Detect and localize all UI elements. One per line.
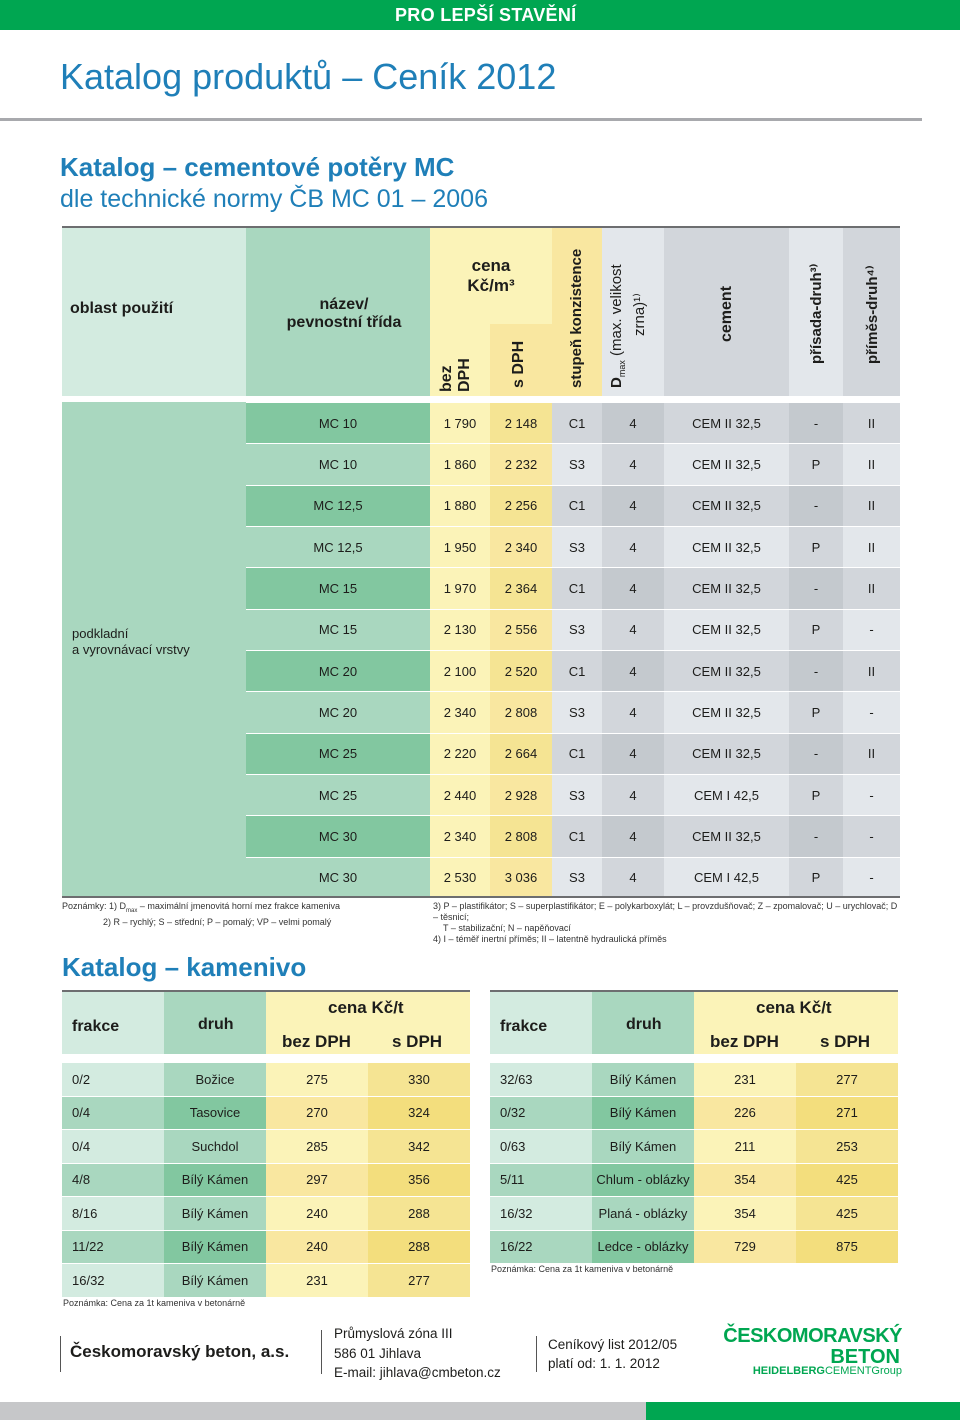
- cell-primes: -: [843, 858, 900, 898]
- cell-prisada: P: [789, 692, 843, 732]
- cell-frakce: 16/32: [62, 1264, 164, 1297]
- header-cena: cena Kč/t: [756, 998, 832, 1017]
- cell-stupen: S3: [552, 858, 602, 898]
- cell-s: 875: [796, 1231, 898, 1264]
- cell-dmax: 4: [602, 610, 664, 650]
- cell-stupen: C1: [552, 651, 602, 691]
- cell-bez: 354: [694, 1164, 796, 1197]
- cell-s: 2 364: [490, 568, 552, 608]
- kamenivo-note-left: Poznámka: Cena za 1t kameniva v betonárně: [63, 1298, 246, 1308]
- bottom-bar: [0, 1402, 960, 1420]
- cell-stupen: C1: [552, 734, 602, 774]
- table-row: [246, 650, 900, 691]
- company-logo: ČESKOMORAVSKÝ BETON HEIDELBERGCEMENTGroup: [723, 1325, 902, 1377]
- header-prisada: přísada-druh³⁾: [789, 228, 843, 396]
- cell-nazev: MC 25: [246, 775, 430, 815]
- table-row: [246, 857, 900, 898]
- header-s: s DPH: [820, 1032, 871, 1051]
- cell-dmax: 4: [602, 486, 664, 526]
- cell-nazev: MC 20: [246, 651, 430, 691]
- header-bez: bez DPH: [710, 1032, 779, 1051]
- table-row: [62, 1129, 470, 1163]
- table-row: [490, 1062, 898, 1096]
- slogan: PRO LEPŠÍ STAVĚNÍ: [395, 5, 577, 25]
- cell-primes: II: [843, 568, 900, 608]
- cell-cement: CEM II 32,5: [664, 610, 789, 650]
- cell-primes: -: [843, 816, 900, 856]
- cell-frakce: 4/8: [62, 1164, 164, 1197]
- table-row: [246, 733, 900, 774]
- cell-prisada: P: [789, 610, 843, 650]
- cell-primes: II: [843, 444, 900, 484]
- cell-bez: 275: [266, 1063, 368, 1096]
- cell-prisada: -: [789, 403, 843, 443]
- cell-cement: CEM II 32,5: [664, 816, 789, 856]
- table-row: [62, 1263, 470, 1297]
- cell-s: 2 148: [490, 403, 552, 443]
- table-row: [246, 815, 900, 856]
- cell-bez: 226: [694, 1097, 796, 1130]
- cell-s: 425: [796, 1164, 898, 1197]
- table-row: [246, 485, 900, 526]
- cell-s: 330: [368, 1063, 470, 1096]
- cell-druh: Bílý Kámen: [592, 1130, 694, 1163]
- cell-prisada: P: [789, 858, 843, 898]
- cell-bez: 2 440: [430, 775, 490, 815]
- cell-frakce: 32/63: [490, 1063, 592, 1096]
- cell-primes: II: [843, 403, 900, 443]
- cell-prisada: -: [789, 568, 843, 608]
- cell-frakce: 0/32: [490, 1097, 592, 1130]
- cell-druh: Bílý Kámen: [164, 1264, 266, 1297]
- cell-primes: II: [843, 527, 900, 567]
- table-row: [490, 1230, 898, 1264]
- footer-divider: [536, 1336, 537, 1372]
- table-row: [246, 609, 900, 650]
- cell-dmax: 4: [602, 816, 664, 856]
- cell-bez: 285: [266, 1130, 368, 1163]
- cell-stupen: C1: [552, 486, 602, 526]
- header-nazev: název/ pevnostní třída: [246, 228, 430, 396]
- cell-s: 277: [368, 1264, 470, 1297]
- cell-bez: 1 970: [430, 568, 490, 608]
- cell-druh: Ledce - oblázky: [592, 1231, 694, 1264]
- header-cena: cena Kč/m³ bez DPH s DPH: [430, 228, 552, 396]
- cell-bez: 240: [266, 1231, 368, 1264]
- cell-bez: 231: [266, 1264, 368, 1297]
- table-row: [246, 402, 900, 443]
- header-primes: příměs-druh⁴⁾: [843, 228, 900, 396]
- cell-bez: 2 340: [430, 692, 490, 732]
- cell-stupen: S3: [552, 692, 602, 732]
- cell-prisada: P: [789, 527, 843, 567]
- cell-s: 277: [796, 1063, 898, 1096]
- footer-address: Průmyslová zóna III 586 01 Jihlava E-mail: jihlava@cmbeton.cz: [334, 1324, 501, 1383]
- cell-primes: II: [843, 734, 900, 774]
- cell-nazev: MC 15: [246, 568, 430, 608]
- page-title: Katalog produktů – Ceník 2012: [60, 56, 557, 97]
- cell-bez: 270: [266, 1097, 368, 1130]
- footer-divider: [60, 1336, 61, 1372]
- table-row: [246, 443, 900, 484]
- cell-stupen: S3: [552, 444, 602, 484]
- cell-frakce: 8/16: [62, 1197, 164, 1230]
- header-oblast: oblast použití: [62, 228, 246, 396]
- mc-section-title: Katalog – cementové potěry MC: [60, 152, 455, 182]
- cell-cement: CEM II 32,5: [664, 486, 789, 526]
- cell-stupen: S3: [552, 610, 602, 650]
- cell-dmax: 4: [602, 568, 664, 608]
- footer-pricelist-info: Ceníkový list 2012/05 platí od: 1. 1. 2012: [548, 1337, 678, 1371]
- cell-bez: 1 790: [430, 403, 490, 443]
- table-row: [246, 691, 900, 732]
- cell-s: 288: [368, 1197, 470, 1230]
- cell-s: 342: [368, 1130, 470, 1163]
- cell-s: 3 036: [490, 858, 552, 898]
- cell-druh: Bílý Kámen: [164, 1197, 266, 1230]
- cell-frakce: 0/2: [62, 1063, 164, 1096]
- cell-prisada: -: [789, 651, 843, 691]
- table-bottom-rule: [62, 896, 900, 898]
- cell-frakce: 0/4: [62, 1097, 164, 1130]
- mc-notes-right: 3) P – plastifikátor; S – superplastifikátor; E – polykarboxylát; L – provzdušňovač; Z – zpomalovač; U – urychlovač; D – těsnicí; T – stabilizační; N – napěňovací 4) I – téměř inertní příměs; II – latentně hydraulická příměs: [433, 901, 898, 944]
- table-row: [490, 1196, 898, 1230]
- cell-stupen: S3: [552, 527, 602, 567]
- cell-s: 2 520: [490, 651, 552, 691]
- cell-bez: 2 340: [430, 816, 490, 856]
- table-row: [62, 1196, 470, 1230]
- cell-dmax: 4: [602, 775, 664, 815]
- cell-bez: 1 880: [430, 486, 490, 526]
- cell-druh: Tasovice: [164, 1097, 266, 1130]
- oblast-cell: podkladní a vyrovnávací vrstvy: [62, 402, 246, 898]
- cell-frakce: 16/32: [490, 1197, 592, 1230]
- cell-s: 324: [368, 1097, 470, 1130]
- cell-s: 2 556: [490, 610, 552, 650]
- cell-nazev: MC 30: [246, 816, 430, 856]
- cell-druh: Bílý Kámen: [592, 1097, 694, 1130]
- cell-stupen: C1: [552, 403, 602, 443]
- cell-cement: CEM II 32,5: [664, 403, 789, 443]
- cell-stupen: C1: [552, 568, 602, 608]
- cell-stupen: S3: [552, 775, 602, 815]
- table-row: [246, 774, 900, 815]
- cell-s: 2 664: [490, 734, 552, 774]
- mc-notes-left: Poznámky: 1) $D_{max}$ – maximální jmenovitá horní mez frakce kameniva 2) R – rychlý; S – střední; P – pomalý; VP – velmi pomalý: [62, 901, 340, 927]
- cell-s: 2 808: [490, 692, 552, 732]
- table-row: [62, 1062, 470, 1096]
- cell-s: 271: [796, 1097, 898, 1130]
- cell-bez: 297: [266, 1164, 368, 1197]
- cell-nazev: MC 12,5: [246, 527, 430, 567]
- top-bar: [0, 0, 960, 30]
- table-row: [490, 1129, 898, 1163]
- cell-nazev: MC 10: [246, 444, 430, 484]
- cell-s: 425: [796, 1197, 898, 1230]
- cell-bez: 2 530: [430, 858, 490, 898]
- kamenivo-note-right: Poznámka: Cena za 1t kameniva v betonárně: [491, 1264, 674, 1274]
- cell-dmax: 4: [602, 444, 664, 484]
- cell-primes: II: [843, 486, 900, 526]
- cell-prisada: -: [789, 486, 843, 526]
- cell-druh: Planá - oblázky: [592, 1197, 694, 1230]
- cell-cement: CEM I 42,5: [664, 775, 789, 815]
- table-row: [490, 1163, 898, 1197]
- cell-druh: Bílý Kámen: [592, 1063, 694, 1096]
- cell-frakce: 5/11: [490, 1164, 592, 1197]
- table-row: [246, 526, 900, 567]
- cell-prisada: -: [789, 734, 843, 774]
- cell-primes: -: [843, 610, 900, 650]
- cell-bez: 231: [694, 1063, 796, 1096]
- cell-nazev: MC 25: [246, 734, 430, 774]
- footer-divider: [321, 1330, 322, 1374]
- cell-druh: Suchdol: [164, 1130, 266, 1163]
- cell-cement: CEM II 32,5: [664, 692, 789, 732]
- cell-s: 2 928: [490, 775, 552, 815]
- footer-email[interactable]: E-mail: jihlava@cmbeton.cz: [334, 1365, 501, 1380]
- header-frakce: frakce: [500, 1018, 548, 1035]
- header-cement: cement: [664, 228, 789, 396]
- header-cena: cena Kč/t: [328, 998, 404, 1017]
- cell-primes: -: [843, 692, 900, 732]
- cell-nazev: MC 12,5: [246, 486, 430, 526]
- cell-frakce: 16/22: [490, 1231, 592, 1264]
- cell-primes: II: [843, 651, 900, 691]
- cell-s: 2 808: [490, 816, 552, 856]
- title-divider: [0, 118, 922, 121]
- header-druh: druh: [198, 1016, 234, 1033]
- table-row: [490, 1096, 898, 1130]
- cell-cement: CEM II 32,5: [664, 651, 789, 691]
- cell-dmax: 4: [602, 403, 664, 443]
- cell-s: 2 256: [490, 486, 552, 526]
- cell-bez: 2 220: [430, 734, 490, 774]
- cell-prisada: P: [789, 775, 843, 815]
- table-row: [62, 1163, 470, 1197]
- header-s: s DPH: [392, 1032, 443, 1051]
- cell-druh: Chlum - oblázky: [592, 1164, 694, 1197]
- cell-bez: 211: [694, 1130, 796, 1163]
- cell-nazev: MC 30: [246, 858, 430, 898]
- header-dmax: $D_{max}$ (max. velikost zrna)¹⁾: [602, 228, 664, 396]
- cell-druh: Božice: [164, 1063, 266, 1096]
- cell-stupen: C1: [552, 816, 602, 856]
- cell-druh: Bílý Kámen: [164, 1164, 266, 1197]
- cell-bez: 729: [694, 1231, 796, 1264]
- mc-section-subtitle: dle technické normy ČB MC 01 – 2006: [60, 185, 488, 213]
- cell-druh: Bílý Kámen: [164, 1231, 266, 1264]
- cell-bez: 240: [266, 1197, 368, 1230]
- cell-nazev: MC 20: [246, 692, 430, 732]
- header-frakce: frakce: [72, 1018, 120, 1035]
- cell-cement: CEM II 32,5: [664, 527, 789, 567]
- cell-dmax: 4: [602, 527, 664, 567]
- cell-frakce: 11/22: [62, 1231, 164, 1264]
- footer-company: Českomoravský beton, a.s.: [70, 1342, 290, 1361]
- cell-dmax: 4: [602, 651, 664, 691]
- cell-bez: 2 130: [430, 610, 490, 650]
- header-druh: druh: [626, 1016, 662, 1033]
- table-row: [62, 1096, 470, 1130]
- table-row: [62, 1230, 470, 1264]
- cell-dmax: 4: [602, 692, 664, 732]
- header-bez: bez DPH: [282, 1032, 351, 1051]
- cell-bez: 2 100: [430, 651, 490, 691]
- cell-cement: CEM II 32,5: [664, 568, 789, 608]
- cell-primes: -: [843, 775, 900, 815]
- table-row: [246, 567, 900, 608]
- cell-cement: CEM II 32,5: [664, 444, 789, 484]
- cell-cement: CEM II 32,5: [664, 734, 789, 774]
- cell-s: 356: [368, 1164, 470, 1197]
- cell-bez: 1 860: [430, 444, 490, 484]
- cell-frakce: 0/4: [62, 1130, 164, 1163]
- cell-s: 2 232: [490, 444, 552, 484]
- cell-cement: CEM I 42,5: [664, 858, 789, 898]
- header-stupen: stupeň konzistence: [552, 228, 602, 396]
- mc-table-header: [62, 226, 900, 396]
- cell-dmax: 4: [602, 858, 664, 898]
- cell-frakce: 0/63: [490, 1130, 592, 1163]
- cell-dmax: 4: [602, 734, 664, 774]
- cell-bez: 354: [694, 1197, 796, 1230]
- cell-bez: 1 950: [430, 527, 490, 567]
- cell-s: 2 340: [490, 527, 552, 567]
- cell-nazev: MC 15: [246, 610, 430, 650]
- cell-s: 253: [796, 1130, 898, 1163]
- cell-nazev: MC 10: [246, 403, 430, 443]
- cell-prisada: -: [789, 816, 843, 856]
- cell-s: 288: [368, 1231, 470, 1264]
- kamenivo-section-title: Katalog – kamenivo: [62, 952, 307, 982]
- cell-prisada: P: [789, 444, 843, 484]
